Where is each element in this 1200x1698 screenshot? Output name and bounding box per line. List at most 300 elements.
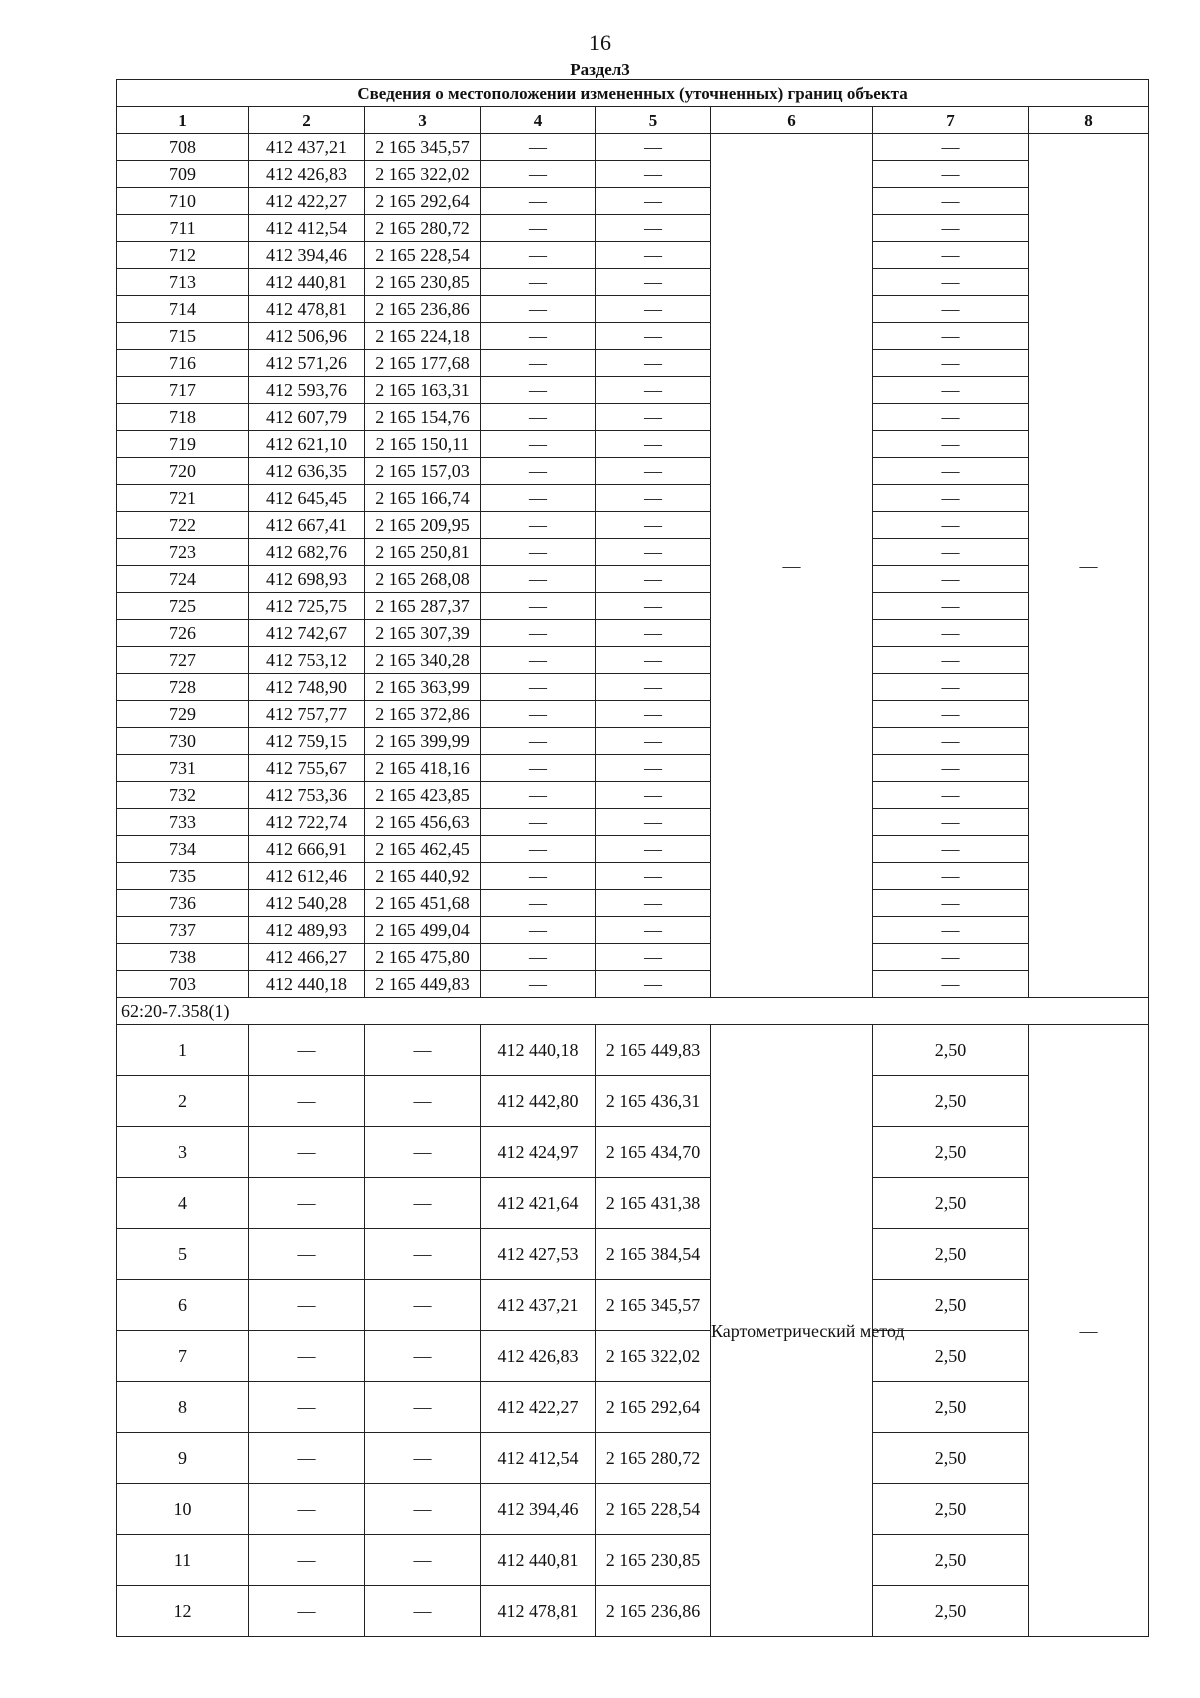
table-cell: 412 427,53: [481, 1229, 596, 1280]
table-cell: 2 165 250,81: [365, 539, 481, 566]
table-cell: —: [596, 350, 711, 377]
table-cell: —: [365, 1433, 481, 1484]
table-cell: —: [249, 1484, 365, 1535]
table-cell: —: [873, 512, 1029, 539]
table-cell: 722: [117, 512, 249, 539]
table-cell: 2,50: [873, 1280, 1029, 1331]
table-cell: 412 607,79: [249, 404, 365, 431]
table-cell: —: [481, 755, 596, 782]
table-cell: —: [481, 971, 596, 998]
table-cell: —: [365, 1586, 481, 1637]
table-row: [117, 485, 1149, 512]
column-header-1: 1: [117, 107, 249, 134]
table-cell: 2 165 292,64: [596, 1382, 711, 1433]
table-cell: —: [873, 917, 1029, 944]
table-cell: —: [873, 566, 1029, 593]
table-cell: 412 755,67: [249, 755, 365, 782]
table-cell: —: [481, 269, 596, 296]
column-header-4: 4: [481, 107, 596, 134]
table-cell: 2 165 372,86: [365, 701, 481, 728]
table-cell: —: [249, 1025, 365, 1076]
table-cell: —: [481, 593, 596, 620]
table-cell: 2 165 434,70: [596, 1127, 711, 1178]
section-title: Раздел3: [570, 60, 630, 79]
table-cell: 2 165 228,54: [365, 242, 481, 269]
table-cell: 728: [117, 674, 249, 701]
table-cell: 736: [117, 890, 249, 917]
table-cell: 2 165 280,72: [596, 1433, 711, 1484]
table-cell: —: [481, 134, 596, 161]
table-row: [117, 971, 1149, 998]
table-row: [117, 296, 1149, 323]
table-cell: 2 165 462,45: [365, 836, 481, 863]
table-row: [117, 1382, 1149, 1433]
table-cell: 412 757,77: [249, 701, 365, 728]
table-cell: —: [249, 1076, 365, 1127]
table-cell: —: [249, 1178, 365, 1229]
table-cell: 412 421,64: [481, 1178, 596, 1229]
table-row: [117, 917, 1149, 944]
table-cell: —: [596, 647, 711, 674]
table-cell: 713: [117, 269, 249, 296]
table-cell: —: [481, 458, 596, 485]
table-row: [117, 431, 1149, 458]
table-cell: —: [596, 566, 711, 593]
table-cell: 724: [117, 566, 249, 593]
table-cell: 2 165 384,54: [596, 1229, 711, 1280]
table-cell: —: [873, 458, 1029, 485]
table-cell: —: [596, 620, 711, 647]
column-header-3: 3: [365, 107, 481, 134]
table-row: [117, 539, 1149, 566]
part2-body: [117, 1025, 1149, 1637]
table-cell: —: [873, 134, 1029, 161]
table-row: [117, 512, 1149, 539]
table-cell: 712: [117, 242, 249, 269]
table-cell: 710: [117, 188, 249, 215]
table-cell: —: [365, 1535, 481, 1586]
table-cell: 2,50: [873, 1535, 1029, 1586]
table-cell: 2 165 449,83: [596, 1025, 711, 1076]
table-cell: 5: [117, 1229, 249, 1280]
table-cell: 2 165 322,02: [365, 161, 481, 188]
table-cell: 412 698,93: [249, 566, 365, 593]
table-cell: 2: [117, 1076, 249, 1127]
table-cell: 8: [117, 1382, 249, 1433]
table-cell: 2 165 399,99: [365, 728, 481, 755]
table-cell: 718: [117, 404, 249, 431]
table-cell: —: [249, 1535, 365, 1586]
table-cell: 2 165 230,85: [365, 269, 481, 296]
table-cell: —: [596, 593, 711, 620]
table-cell: —: [365, 1382, 481, 1433]
merged-col8-cell: —: [1029, 1025, 1149, 1637]
table-cell: 703: [117, 971, 249, 998]
table-cell: 720: [117, 458, 249, 485]
table-cell: 2 165 322,02: [596, 1331, 711, 1382]
table-cell: —: [873, 782, 1029, 809]
table-cell: —: [596, 944, 711, 971]
table-cell: 6: [117, 1280, 249, 1331]
table-cell: —: [873, 269, 1029, 296]
table-cell: —: [481, 917, 596, 944]
table-row: [117, 1178, 1149, 1229]
table-cell: —: [249, 1229, 365, 1280]
table-cell: 412 742,67: [249, 620, 365, 647]
table-row: [117, 1229, 1149, 1280]
table-cell: 732: [117, 782, 249, 809]
table-row: [117, 1280, 1149, 1331]
table-cell: —: [873, 215, 1029, 242]
table-cell: 2 165 449,83: [365, 971, 481, 998]
table-cell: 2 165 280,72: [365, 215, 481, 242]
table-cell: 731: [117, 755, 249, 782]
table-cell: 735: [117, 863, 249, 890]
table-cell: 2 165 154,76: [365, 404, 481, 431]
page-number: 16: [589, 30, 611, 55]
table-cell: —: [365, 1025, 481, 1076]
table-row: [117, 215, 1149, 242]
table-row: [117, 269, 1149, 296]
table-cell: 412 612,46: [249, 863, 365, 890]
table-cell: 2 165 440,92: [365, 863, 481, 890]
table-cell: 412 571,26: [249, 350, 365, 377]
table-cell: —: [365, 1484, 481, 1535]
table-cell: —: [596, 971, 711, 998]
table-cell: 9: [117, 1433, 249, 1484]
table-cell: —: [596, 809, 711, 836]
table-cell: —: [481, 512, 596, 539]
table-cell: 2 165 150,11: [365, 431, 481, 458]
table-cell: —: [481, 674, 596, 701]
table-cell: —: [249, 1433, 365, 1484]
table-cell: 2 165 340,28: [365, 647, 481, 674]
table-cell: 412 722,74: [249, 809, 365, 836]
table-cell: —: [873, 755, 1029, 782]
table-cell: —: [596, 215, 711, 242]
table-cell: —: [365, 1331, 481, 1382]
table-cell: 2 165 345,57: [365, 134, 481, 161]
table-cell: 412 636,35: [249, 458, 365, 485]
table-cell: —: [873, 323, 1029, 350]
table-cell: —: [365, 1280, 481, 1331]
table-row: [117, 890, 1149, 917]
table-cell: 734: [117, 836, 249, 863]
table-cell: 733: [117, 809, 249, 836]
table-cell: 12: [117, 1586, 249, 1637]
table-cell: 2 165 345,57: [596, 1280, 711, 1331]
table-cell: 412 440,18: [249, 971, 365, 998]
table-cell: —: [481, 782, 596, 809]
column-header-5: 5: [596, 107, 711, 134]
table-cell: 412 753,36: [249, 782, 365, 809]
table-cell: 711: [117, 215, 249, 242]
table-cell: —: [481, 242, 596, 269]
table-cell: —: [596, 377, 711, 404]
table-cell: —: [596, 188, 711, 215]
column-header-6: 6: [711, 107, 873, 134]
table-cell: 412 753,12: [249, 647, 365, 674]
table-cell: —: [365, 1178, 481, 1229]
table-cell: 737: [117, 917, 249, 944]
table-row: [117, 161, 1149, 188]
table-cell: 2,50: [873, 1331, 1029, 1382]
table-cell: 412 394,46: [249, 242, 365, 269]
table-row: [117, 350, 1149, 377]
table-cell: 730: [117, 728, 249, 755]
table-cell: 723: [117, 539, 249, 566]
table-cell: —: [481, 836, 596, 863]
table-row: [117, 593, 1149, 620]
table-cell: —: [249, 1586, 365, 1637]
table-cell: —: [873, 971, 1029, 998]
table-cell: 412 426,83: [249, 161, 365, 188]
table-cell: 412 645,45: [249, 485, 365, 512]
table-cell: —: [873, 944, 1029, 971]
table-cell: —: [873, 647, 1029, 674]
table-cell: 2,50: [873, 1025, 1029, 1076]
table-cell: —: [596, 782, 711, 809]
table-row: [117, 1076, 1149, 1127]
table-row: [117, 377, 1149, 404]
table-cell: —: [481, 188, 596, 215]
table-cell: —: [596, 755, 711, 782]
table-row: [117, 1127, 1149, 1178]
table-cell: 412 466,27: [249, 944, 365, 971]
table-cell: 2 165 157,03: [365, 458, 481, 485]
table-cell: —: [873, 485, 1029, 512]
column-header-8: 8: [1029, 107, 1149, 134]
table-cell: 2 165 307,39: [365, 620, 481, 647]
table-cell: 2 165 499,04: [365, 917, 481, 944]
table-cell: 2 165 230,85: [596, 1535, 711, 1586]
table-cell: 727: [117, 647, 249, 674]
table-cell: 2 165 166,74: [365, 485, 481, 512]
table-cell: 3: [117, 1127, 249, 1178]
table-cell: 714: [117, 296, 249, 323]
table-cell: 2,50: [873, 1382, 1029, 1433]
table-cell: —: [481, 728, 596, 755]
table-cell: —: [873, 296, 1029, 323]
table-cell: —: [596, 836, 711, 863]
table-cell: —: [481, 215, 596, 242]
table-cell: —: [873, 836, 1029, 863]
table-cell: —: [249, 1280, 365, 1331]
table-cell: 412 412,54: [481, 1433, 596, 1484]
table-cell: —: [596, 404, 711, 431]
table-cell: 2 165 163,31: [365, 377, 481, 404]
table-cell: —: [596, 269, 711, 296]
table-cell: —: [481, 377, 596, 404]
table-cell: —: [481, 863, 596, 890]
boundary-coordinates-table: [116, 79, 1149, 1637]
table-cell: 708: [117, 134, 249, 161]
table-cell: 2 165 475,80: [365, 944, 481, 971]
table-row: [117, 1484, 1149, 1535]
table-cell: —: [596, 161, 711, 188]
table-cell: 412 667,41: [249, 512, 365, 539]
table-cell: —: [596, 323, 711, 350]
table-cell: 2 165 456,63: [365, 809, 481, 836]
table-cell: 412 506,96: [249, 323, 365, 350]
table-cell: —: [596, 485, 711, 512]
table-row: [117, 809, 1149, 836]
table-row: [117, 782, 1149, 809]
table-cell: —: [596, 134, 711, 161]
table-row: [117, 674, 1149, 701]
table-cell: 412 725,75: [249, 593, 365, 620]
table-cell: 709: [117, 161, 249, 188]
table-cell: 412 422,27: [481, 1382, 596, 1433]
table-cell: 2 165 268,08: [365, 566, 481, 593]
table-row: [117, 836, 1149, 863]
table-row: [117, 701, 1149, 728]
table-cell: 412 621,10: [249, 431, 365, 458]
table-cell: —: [873, 188, 1029, 215]
table-cell: —: [481, 323, 596, 350]
table-cell: 412 437,21: [249, 134, 365, 161]
table-cell: 2 165 423,85: [365, 782, 481, 809]
table-cell: 2 165 209,95: [365, 512, 481, 539]
table-cell: 1: [117, 1025, 249, 1076]
table-cell: 2 165 431,38: [596, 1178, 711, 1229]
table-cell: 412 478,81: [249, 296, 365, 323]
table-cell: 412 440,18: [481, 1025, 596, 1076]
table-row: [117, 1331, 1149, 1382]
column-header-7: 7: [873, 107, 1029, 134]
table-cell: 412 478,81: [481, 1586, 596, 1637]
subsection-label: 62:20-7.358(1): [117, 998, 1149, 1025]
table-cell: 2,50: [873, 1127, 1029, 1178]
table-cell: —: [596, 701, 711, 728]
table-cell: —: [873, 431, 1029, 458]
table-cell: 2,50: [873, 1586, 1029, 1637]
table-cell: —: [596, 728, 711, 755]
table-row: [117, 188, 1149, 215]
table-cell: —: [481, 620, 596, 647]
table-cell: —: [481, 350, 596, 377]
table-cell: —: [596, 863, 711, 890]
table-cell: 717: [117, 377, 249, 404]
table-cell: —: [481, 404, 596, 431]
table-cell: —: [596, 458, 711, 485]
table-cell: 2 165 236,86: [365, 296, 481, 323]
table-cell: 412 489,93: [249, 917, 365, 944]
table-cell: —: [365, 1229, 481, 1280]
table-cell: 2 165 363,99: [365, 674, 481, 701]
table-cell: —: [249, 1331, 365, 1382]
table-cell: 412 666,91: [249, 836, 365, 863]
table-cell: 719: [117, 431, 249, 458]
table-cell: —: [596, 674, 711, 701]
table-cell: —: [481, 539, 596, 566]
method-cell: Картометрический метод: [711, 1025, 873, 1637]
table-cell: —: [873, 377, 1029, 404]
table-row: [117, 944, 1149, 971]
table-cell: —: [365, 1127, 481, 1178]
merged-col8-cell: —: [1029, 134, 1149, 998]
table-cell: 2,50: [873, 1484, 1029, 1535]
table-cell: 412 593,76: [249, 377, 365, 404]
table-cell: 412 540,28: [249, 890, 365, 917]
table-cell: 10: [117, 1484, 249, 1535]
table-cell: —: [873, 674, 1029, 701]
table-row: [117, 1535, 1149, 1586]
table-cell: —: [481, 431, 596, 458]
table-cell: 2 165 436,31: [596, 1076, 711, 1127]
table-cell: 412 759,15: [249, 728, 365, 755]
table-cell: —: [873, 161, 1029, 188]
table-cell: 2,50: [873, 1433, 1029, 1484]
table-row: [117, 1025, 1149, 1076]
table-cell: 729: [117, 701, 249, 728]
table-row: [117, 1433, 1149, 1484]
table-row: [117, 1586, 1149, 1637]
column-header-row: [117, 107, 1149, 134]
part1-body: [117, 134, 1149, 998]
table-cell: 2 165 287,37: [365, 593, 481, 620]
table-cell: 738: [117, 944, 249, 971]
table-cell: —: [873, 404, 1029, 431]
table-cell: —: [873, 890, 1029, 917]
table-cell: 11: [117, 1535, 249, 1586]
table-row: [117, 728, 1149, 755]
table-cell: —: [873, 620, 1029, 647]
table-cell: 2 165 451,68: [365, 890, 481, 917]
table-cell: —: [481, 647, 596, 674]
table-row: [117, 863, 1149, 890]
table-cell: 412 422,27: [249, 188, 365, 215]
table-cell: —: [873, 242, 1029, 269]
table-cell: —: [873, 593, 1029, 620]
table-cell: 2 165 236,86: [596, 1586, 711, 1637]
table-cell: —: [873, 350, 1029, 377]
table-cell: —: [249, 1382, 365, 1433]
table-cell: —: [873, 539, 1029, 566]
table-cell: —: [596, 242, 711, 269]
table-row: [117, 566, 1149, 593]
table-cell: 2 165 418,16: [365, 755, 481, 782]
table-cell: 412 424,97: [481, 1127, 596, 1178]
table-cell: 2 165 292,64: [365, 188, 481, 215]
table-cell: 412 394,46: [481, 1484, 596, 1535]
table-cell: —: [596, 917, 711, 944]
table-cell: —: [596, 539, 711, 566]
table-row: [117, 134, 1149, 161]
table-cell: —: [481, 161, 596, 188]
table-cell: —: [481, 890, 596, 917]
merged-col6-cell: —: [711, 134, 873, 998]
table-cell: 2 165 177,68: [365, 350, 481, 377]
table-cell: 7: [117, 1331, 249, 1382]
table-cell: 412 412,54: [249, 215, 365, 242]
table-row: [117, 323, 1149, 350]
table-cell: 412 748,90: [249, 674, 365, 701]
table-row: [117, 458, 1149, 485]
table-cell: —: [873, 728, 1029, 755]
table-cell: 2 165 224,18: [365, 323, 481, 350]
table-cell: —: [596, 296, 711, 323]
table-row: [117, 755, 1149, 782]
table-cell: —: [596, 431, 711, 458]
column-header-2: 2: [249, 107, 365, 134]
table-cell: 412 442,80: [481, 1076, 596, 1127]
table-cell: 716: [117, 350, 249, 377]
table-cell: —: [873, 863, 1029, 890]
table-cell: —: [596, 890, 711, 917]
table-cell: 2 165 228,54: [596, 1484, 711, 1535]
table-cell: —: [481, 944, 596, 971]
